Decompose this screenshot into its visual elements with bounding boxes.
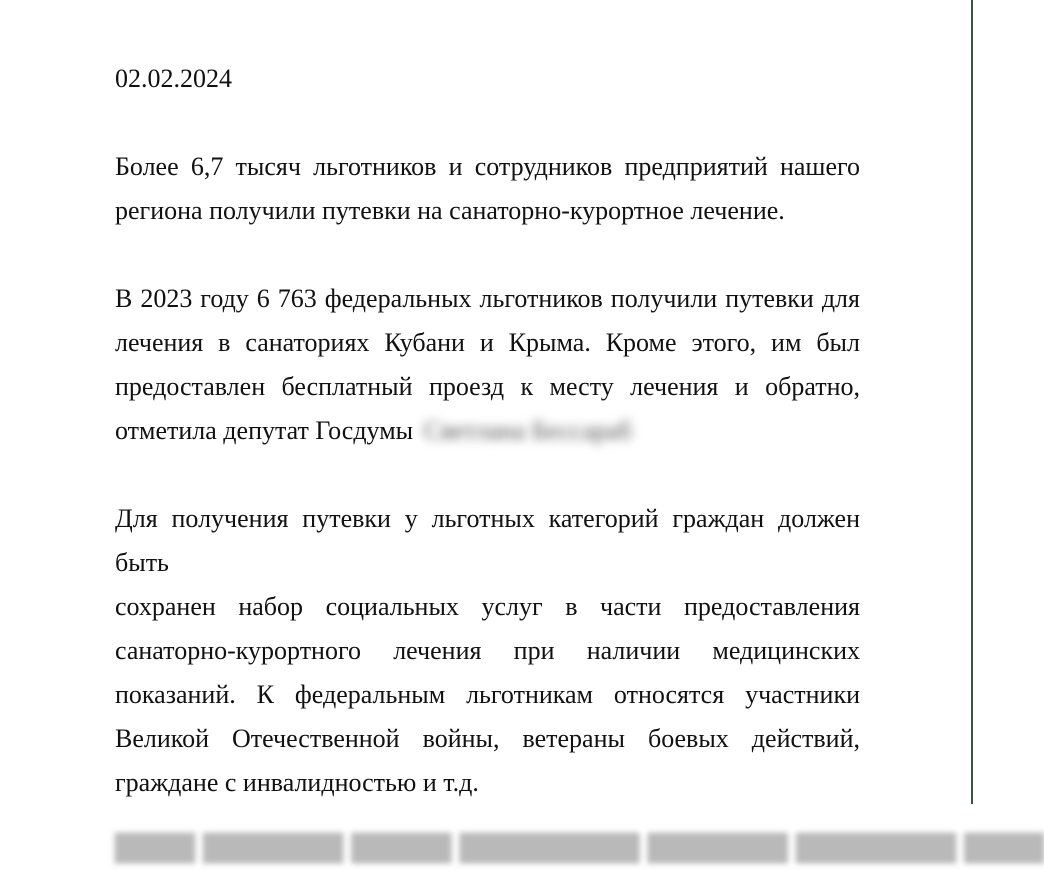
text-line: сохранен набор социальных услуг в части предоставления: [115, 592, 860, 621]
text-line: отметила депутат Госдумы Светлана Бессараб: [115, 409, 860, 453]
right-edge-border: [971, 0, 973, 804]
paragraph: [115, 497, 860, 805]
text-line: Более 6,7 тысяч льготников и сотрудников предприятий нашего: [115, 152, 860, 181]
date-line: 02.02.2024: [115, 64, 232, 93]
text-line: лечения в санаториях Кубани и Крыма. Кроме этого, им был: [115, 328, 860, 357]
text-line: региона получили путевки на санаторно-курортное лечение.: [115, 196, 785, 225]
text-line: санаторно-курортного лечения при наличии медицинских: [115, 636, 860, 665]
redacted-name: Светлана Бессараб: [423, 416, 632, 445]
text-line: Великой Отечественной войны, ветераны боевых действий,: [115, 724, 860, 753]
text-line: предоставлен бесплатный проезд к месту лечения и обратно,: [115, 372, 860, 401]
paragraph: [115, 145, 860, 233]
text-line: В 2023 году 6 763 федеральных льготников получили путевки для: [115, 284, 860, 313]
text-line: Для получения путевки у льготных категорий граждан должен быть: [115, 504, 860, 577]
text-line: показаний. К федеральным льготникам относятся участники: [115, 680, 860, 709]
paragraph: [115, 277, 860, 453]
text-line: граждане с инвалидностью и т.д.: [115, 768, 479, 797]
redacted-bottom-line: ████ ███████ █████ █████████ ███████ ████████ ████: [115, 834, 1044, 864]
article-body: [115, 145, 860, 805]
